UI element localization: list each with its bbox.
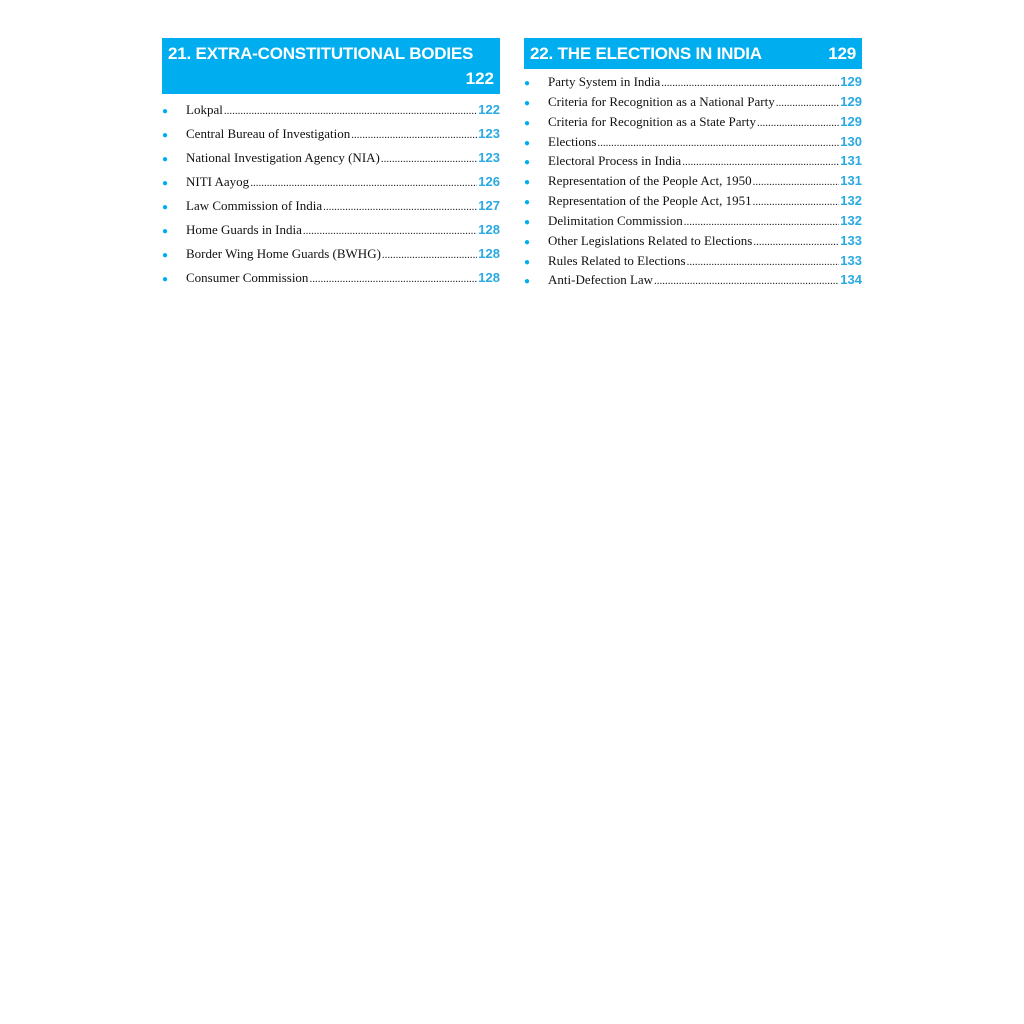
toc-item-page: 128 — [478, 246, 500, 261]
toc-item[interactable] — [162, 122, 500, 146]
toc-item-page: 132 — [840, 212, 862, 228]
bullet-icon: ● — [162, 274, 169, 285]
toc-item-page: 126 — [478, 174, 500, 189]
toc-item-label: Elections — [548, 133, 597, 149]
toc-item-page: 128 — [478, 270, 500, 285]
toc-item[interactable] — [524, 270, 862, 290]
dot-leader — [323, 195, 477, 219]
toc-item[interactable] — [524, 211, 862, 231]
toc-item-label: NITI Aayog — [186, 174, 250, 189]
toc-item-label: Consumer Commission — [186, 270, 309, 285]
toc-item-label: Criteria for Recognition as a State Party — [548, 113, 756, 129]
bullet-icon: ● — [524, 236, 531, 248]
bullet-icon: ● — [162, 130, 169, 141]
toc-item[interactable] — [524, 171, 862, 191]
toc-item-page: 127 — [478, 198, 500, 213]
toc-item[interactable] — [524, 251, 862, 271]
toc-item-label: Representation of the People Act, 1951 — [548, 193, 752, 209]
toc-item-label: National Investigation Agency (NIA) — [186, 150, 380, 165]
toc-item-page: 131 — [840, 153, 862, 169]
section-page-number: 122 — [465, 69, 494, 88]
toc-item[interactable] — [524, 92, 862, 112]
dot-leader — [776, 94, 840, 114]
toc-item-page: 130 — [840, 133, 862, 149]
toc-item-page: 129 — [840, 74, 862, 89]
toc-item-page: 128 — [478, 222, 500, 237]
toc-item-page: 122 — [478, 102, 500, 117]
toc-item[interactable] — [524, 231, 862, 251]
toc-item-page: 123 — [478, 126, 500, 141]
toc-item-page: 133 — [840, 252, 862, 268]
toc-section-extra-constitutional-bodies — [162, 38, 500, 290]
toc-item[interactable] — [524, 191, 862, 211]
bullet-icon: ● — [524, 216, 531, 228]
toc-item-label: Anti-Defection Law — [548, 272, 654, 288]
dot-leader — [351, 123, 477, 147]
toc-list — [524, 72, 862, 290]
bullet-icon: ● — [162, 106, 169, 117]
toc-item[interactable] — [162, 98, 500, 122]
toc-item-page: 134 — [840, 272, 862, 288]
section-header — [524, 38, 862, 69]
bullet-icon: ● — [524, 276, 531, 288]
toc-item-label: Lokpal — [186, 102, 223, 117]
bullet-icon: ● — [162, 178, 169, 189]
bullet-icon: ● — [162, 202, 169, 213]
toc-item[interactable] — [524, 112, 862, 132]
section-header — [162, 38, 500, 94]
toc-item[interactable] — [162, 266, 500, 290]
section-page-number: 129 — [828, 43, 856, 63]
dot-leader — [753, 193, 840, 213]
toc-item[interactable] — [162, 218, 500, 242]
toc-item-label: Criteria for Recognition as a National Party — [548, 93, 775, 109]
toc-item-page: 129 — [840, 93, 862, 109]
toc-section-elections-in-india — [524, 38, 862, 290]
bullet-icon: ● — [524, 137, 531, 149]
dot-leader — [757, 114, 839, 134]
bullet-icon: ● — [524, 117, 531, 129]
toc-item[interactable] — [162, 194, 500, 218]
dot-leader — [687, 253, 840, 273]
toc-item[interactable] — [162, 242, 500, 266]
toc-item[interactable] — [524, 151, 862, 171]
toc-item-label: Border Wing Home Guards (BWHG) — [186, 246, 381, 261]
toc-item-label: Other Legislations Related to Elections — [548, 232, 753, 248]
toc-item[interactable] — [162, 146, 500, 170]
bullet-icon: ● — [162, 250, 169, 261]
toc-list — [162, 98, 500, 290]
toc-item-page: 133 — [840, 232, 862, 248]
toc-item[interactable] — [524, 72, 862, 92]
dot-leader — [250, 171, 477, 195]
bullet-icon: ● — [524, 197, 531, 209]
toc-item[interactable] — [162, 170, 500, 194]
bullet-icon: ● — [524, 256, 531, 268]
bullet-icon: ● — [162, 226, 169, 237]
bullet-icon: ● — [162, 154, 169, 165]
toc-item-label: Electoral Process in India — [548, 153, 682, 169]
toc-item-label: Rules Related to Elections — [548, 252, 686, 268]
dot-leader — [309, 267, 477, 291]
bullet-icon: ● — [524, 177, 531, 189]
toc-item-page: 123 — [478, 150, 500, 165]
toc-item-label: Central Bureau of Investigation — [186, 126, 351, 141]
toc-item-label: Law Commission of India — [186, 198, 323, 213]
dot-leader — [753, 233, 839, 253]
section-title: 21. EXTRA-CONSTITUTIONAL BODIES — [168, 44, 474, 63]
bullet-icon: ● — [524, 157, 531, 169]
toc-item-label: Delimitation Commission — [548, 212, 683, 228]
dot-leader — [753, 173, 840, 193]
dot-leader — [303, 219, 477, 243]
section-title: 22. THE ELECTIONS IN INDIA — [530, 43, 762, 63]
toc-item-page: 132 — [840, 193, 862, 209]
dot-leader — [382, 243, 477, 267]
dot-leader — [381, 147, 477, 171]
toc-item[interactable] — [524, 132, 862, 152]
toc-item-page: 129 — [840, 113, 862, 129]
toc-item-label: Representation of the People Act, 1950 — [548, 173, 752, 189]
toc-item-label: Party System in India — [548, 74, 661, 89]
bullet-icon: ● — [524, 78, 531, 89]
dot-leader — [654, 272, 839, 292]
dot-leader — [224, 99, 477, 123]
toc-item-page: 131 — [840, 173, 862, 189]
bullet-icon: ● — [524, 97, 531, 109]
toc-item-label: Home Guards in India — [186, 222, 302, 237]
